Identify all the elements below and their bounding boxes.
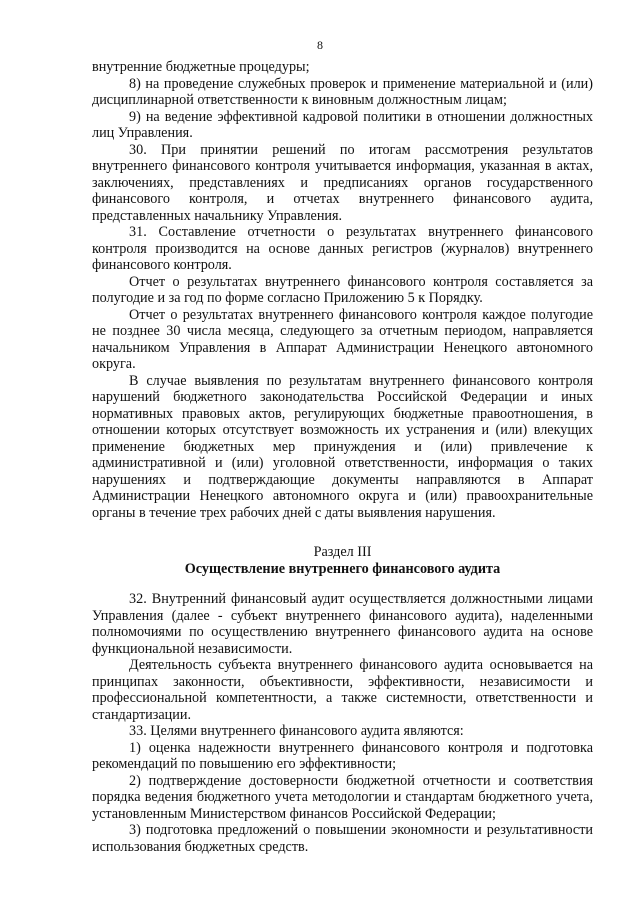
- paragraph: Отчет о результатах внутреннего финансового контроля составляется за полугодие и за год по форме согласно Приложению 5 к Порядку.: [92, 273, 593, 306]
- paragraph: внутренние бюджетные процедуры;: [92, 59, 310, 75]
- paragraph: Деятельность субъекта внутреннего финансового аудита основывается на принципах законности, объективности, эффективности, независимости и профессиональной компетентности, а также системности, ответственности и стандартизации.: [92, 657, 593, 723]
- paragraph: 2) подтверждение достоверности бюджетной отчетности и соответствия порядка ведения бюджетного учета методологии и стандартам бюджетного учета, установленным Министерством финансов Российской Федерации;: [92, 772, 593, 822]
- section-title: Осуществление внутреннего финансового аудита: [184, 560, 501, 577]
- paragraph: 9) на ведение эффективной кадровой политики в отношении должностных лиц Управления.: [92, 108, 593, 141]
- paragraphs-after-section: [92, 591, 593, 855]
- paragraphs-before-section: [92, 59, 593, 521]
- page-number: 8: [317, 38, 323, 52]
- section-heading: [92, 544, 593, 577]
- paragraph: 31. Составление отчетности о результатах внутреннего финансового контроля производится на основе данных регистров (журналов) внутреннего финансового контроля.: [92, 224, 593, 273]
- paragraph: 8) на проведение служебных проверок и применение материальной и (или) дисциплинарной ответственности к виновным должностным лицам;: [92, 75, 593, 108]
- paragraph: 1) оценка надежности внутреннего финансового контроля и подготовка рекомендаций по повышению его эффективности;: [92, 739, 593, 772]
- document-body: [92, 59, 593, 855]
- paragraph: 3) подготовка предложений о повышении экономности и результативности использования бюджетных средств.: [92, 822, 593, 855]
- paragraph: В случае выявления по результатам внутреннего финансового контроля нарушений бюджетного законодательства Российской Федерации и иных нормативных правовых актов, регулирующих бюджетные правоотношения, в отношении которых отсутствует возможность их устранения и (или) влекущих применение бюджетных мер принуждения и (или) привлечение к административной и (или) уголовной ответственности, информация о таких нарушениях и подтверждающие документы направляются в Аппарат Администрации Ненецкого автономного округа и (или) правоохранительные органы в течение трех рабочих дней с даты выявления нарушения.: [92, 372, 593, 521]
- section-label: Раздел III: [313, 544, 372, 560]
- paragraph: 30. При принятии решений по итогам рассмотрения результатов внутреннего финансового контроля учитывается информация, указанная в актах, заключениях, представлениях и предписаниях органов государственного финансового контроля, и отчетах внутреннего финансового аудита, представленных начальнику Управления.: [92, 141, 593, 224]
- paragraph: Отчет о результатах внутреннего финансового контроля каждое полугодие не позднее 30 числа месяца, следующего за отчетным периодом, направляется начальником Управления в Аппарат Администрации Ненецкого автономного округа.: [92, 306, 593, 372]
- paragraph: 32. Внутренний финансовый аудит осуществляется должностными лицами Управления (далее - субъект внутреннего финансового аудита), наделенными полномочиями по осуществлению внутреннего финансового аудита на основе функциональной независимости.: [92, 591, 593, 657]
- paragraph: 33. Целями внутреннего финансового аудита являются:: [129, 723, 464, 739]
